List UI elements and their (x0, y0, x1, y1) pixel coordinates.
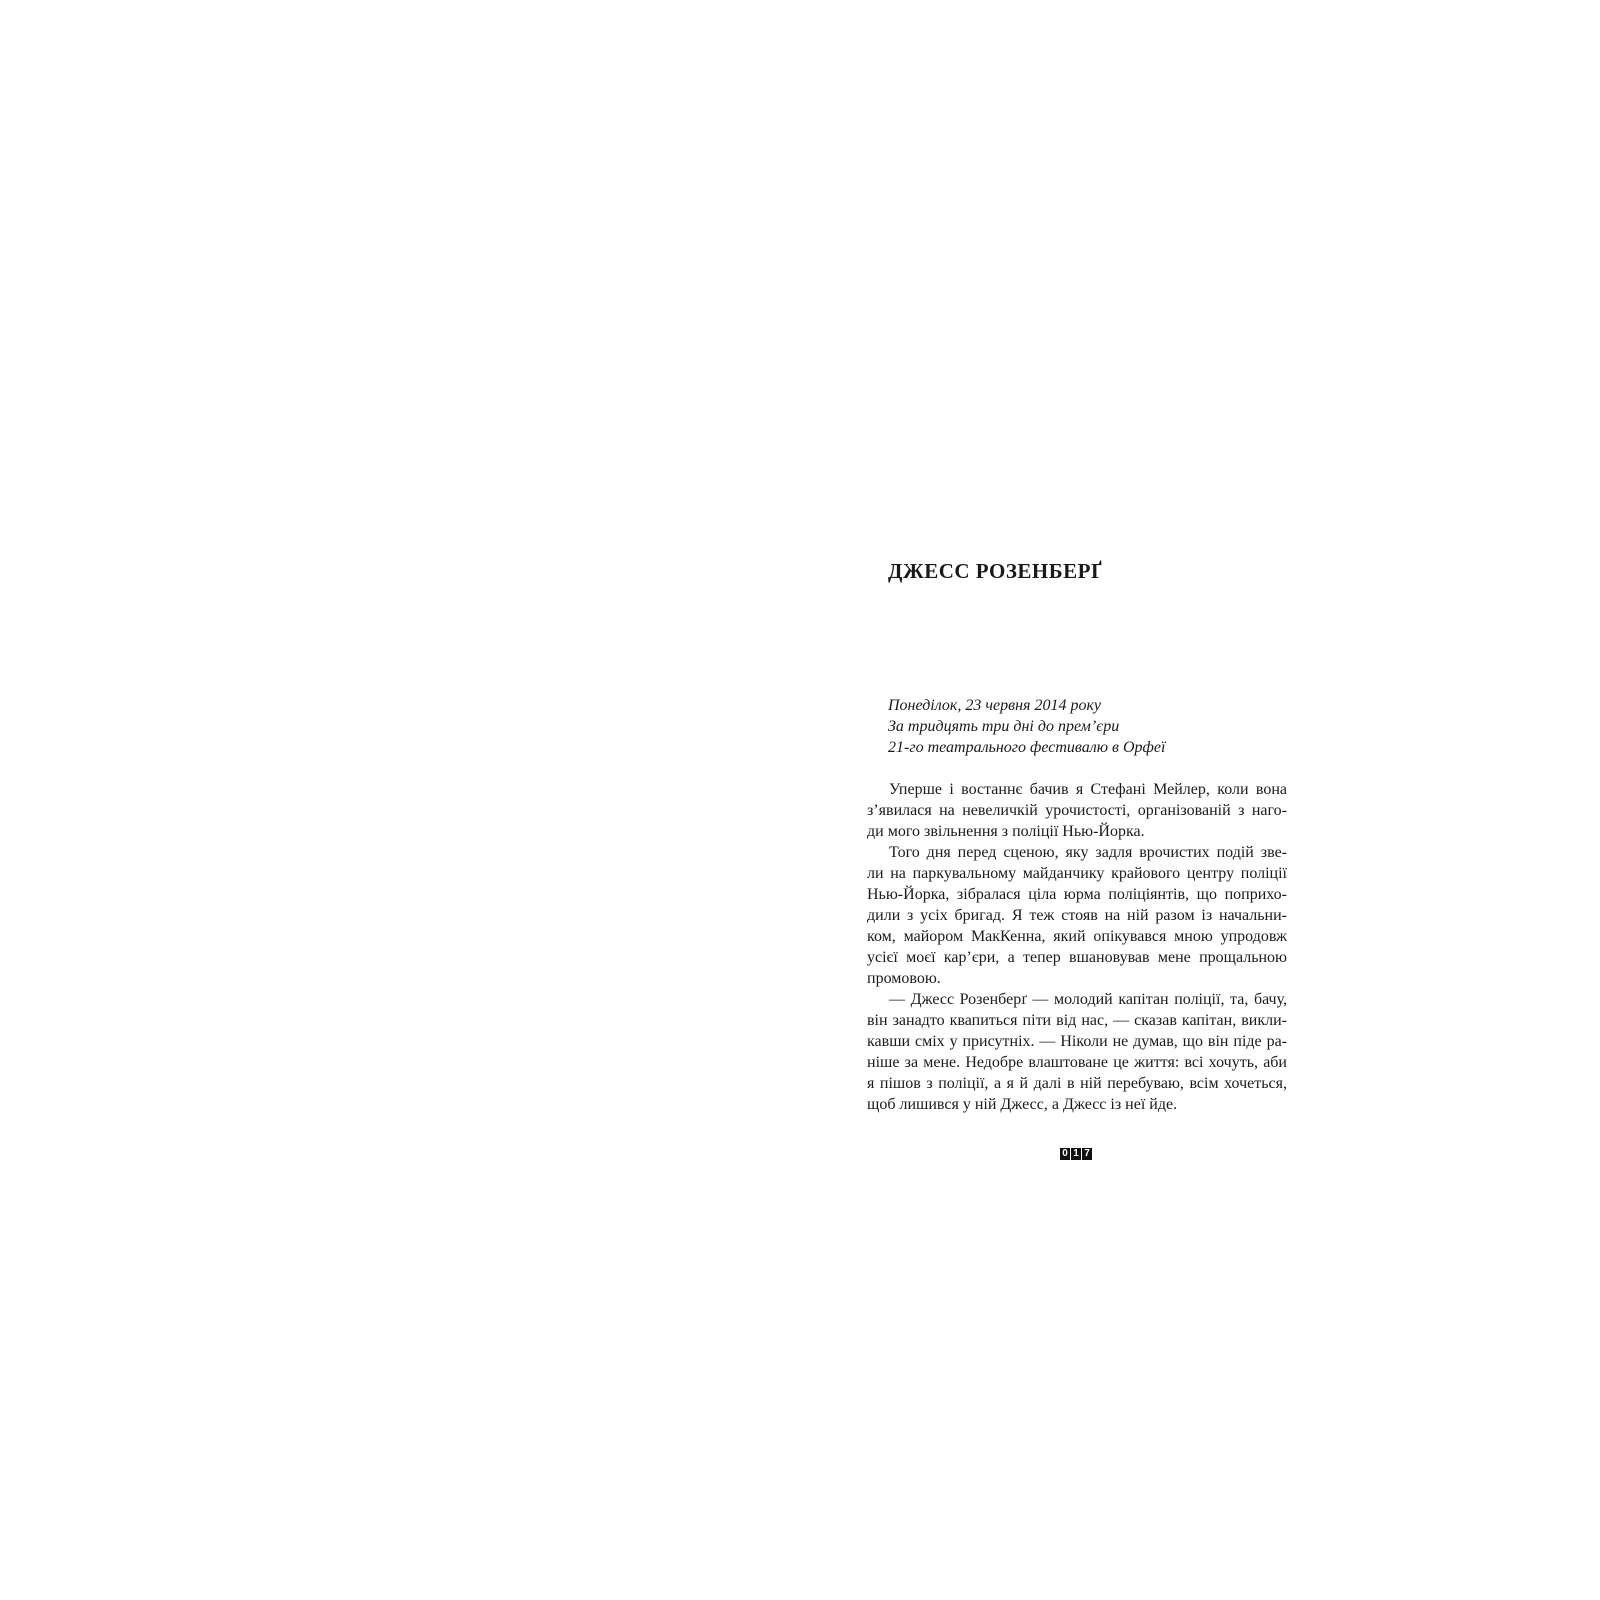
text-line: ком, майором МакКенна, який опікувався мною упродовж (867, 928, 1287, 945)
page-number-digit: 0 (1060, 1148, 1070, 1160)
text-line: щоб лишився у ній Джесс, а Джесс із неї йде. (867, 1096, 1178, 1113)
chapter-title: ДЖЕСС РОЗЕНБЕРҐ (888, 559, 1103, 583)
dateline (888, 695, 1165, 758)
page-number-digit: 7 (1082, 1148, 1092, 1160)
text-line: — Джесс Розенберґ — молодий капітан поліції, та, бачу, (889, 991, 1287, 1008)
dateline-line: За тридцять три дні до прем’єри (888, 718, 1120, 735)
text-line: дили з усіх бригад. Я теж стояв на ній разом із начальни- (867, 907, 1287, 924)
text-line: Того дня перед сценою, яку задля врочистих подій зве- (889, 844, 1287, 861)
dateline-line: 21-го театрального фестивалю в Орфеї (888, 739, 1166, 756)
text-line: Нью-Йорка, зібралася ціла юрма поліціянтів, що поприхо- (867, 886, 1287, 903)
text-line: промовою. (867, 970, 941, 987)
page-number-digit: 1 (1071, 1148, 1081, 1160)
text-line: він занадто квапиться піти від нас, — сказав капітан, викли- (867, 1012, 1287, 1029)
text-line: кавши сміх у присутніх. — Ніколи не думав, що він піде ра- (867, 1033, 1287, 1050)
text-line: Уперше і востаннє бачив я Стефані Мейлер, коли вона (889, 781, 1287, 798)
text-line: з’явилася на невеличкій урочистості, організованій з наго- (867, 802, 1287, 819)
text-line: усієї моєї кар’єри, а тепер вшановував мене прощальною (867, 949, 1287, 966)
text-line: я пішов з поліції, а я й далі в ній перебуваю, всім хочеться, (867, 1075, 1287, 1092)
dateline-line: Понеділок, 23 червня 2014 року (888, 697, 1102, 714)
page-number (1060, 1148, 1092, 1160)
text-line: ли на паркувальному майданчику крайового центру поліції (867, 865, 1287, 882)
text-line: ди мого звільнення з поліції Нью-Йорка. (867, 823, 1145, 840)
text-line: ніше за мене. Недобре влаштоване це життя: всі хочуть, аби (867, 1054, 1287, 1071)
body-text (867, 779, 1287, 1115)
